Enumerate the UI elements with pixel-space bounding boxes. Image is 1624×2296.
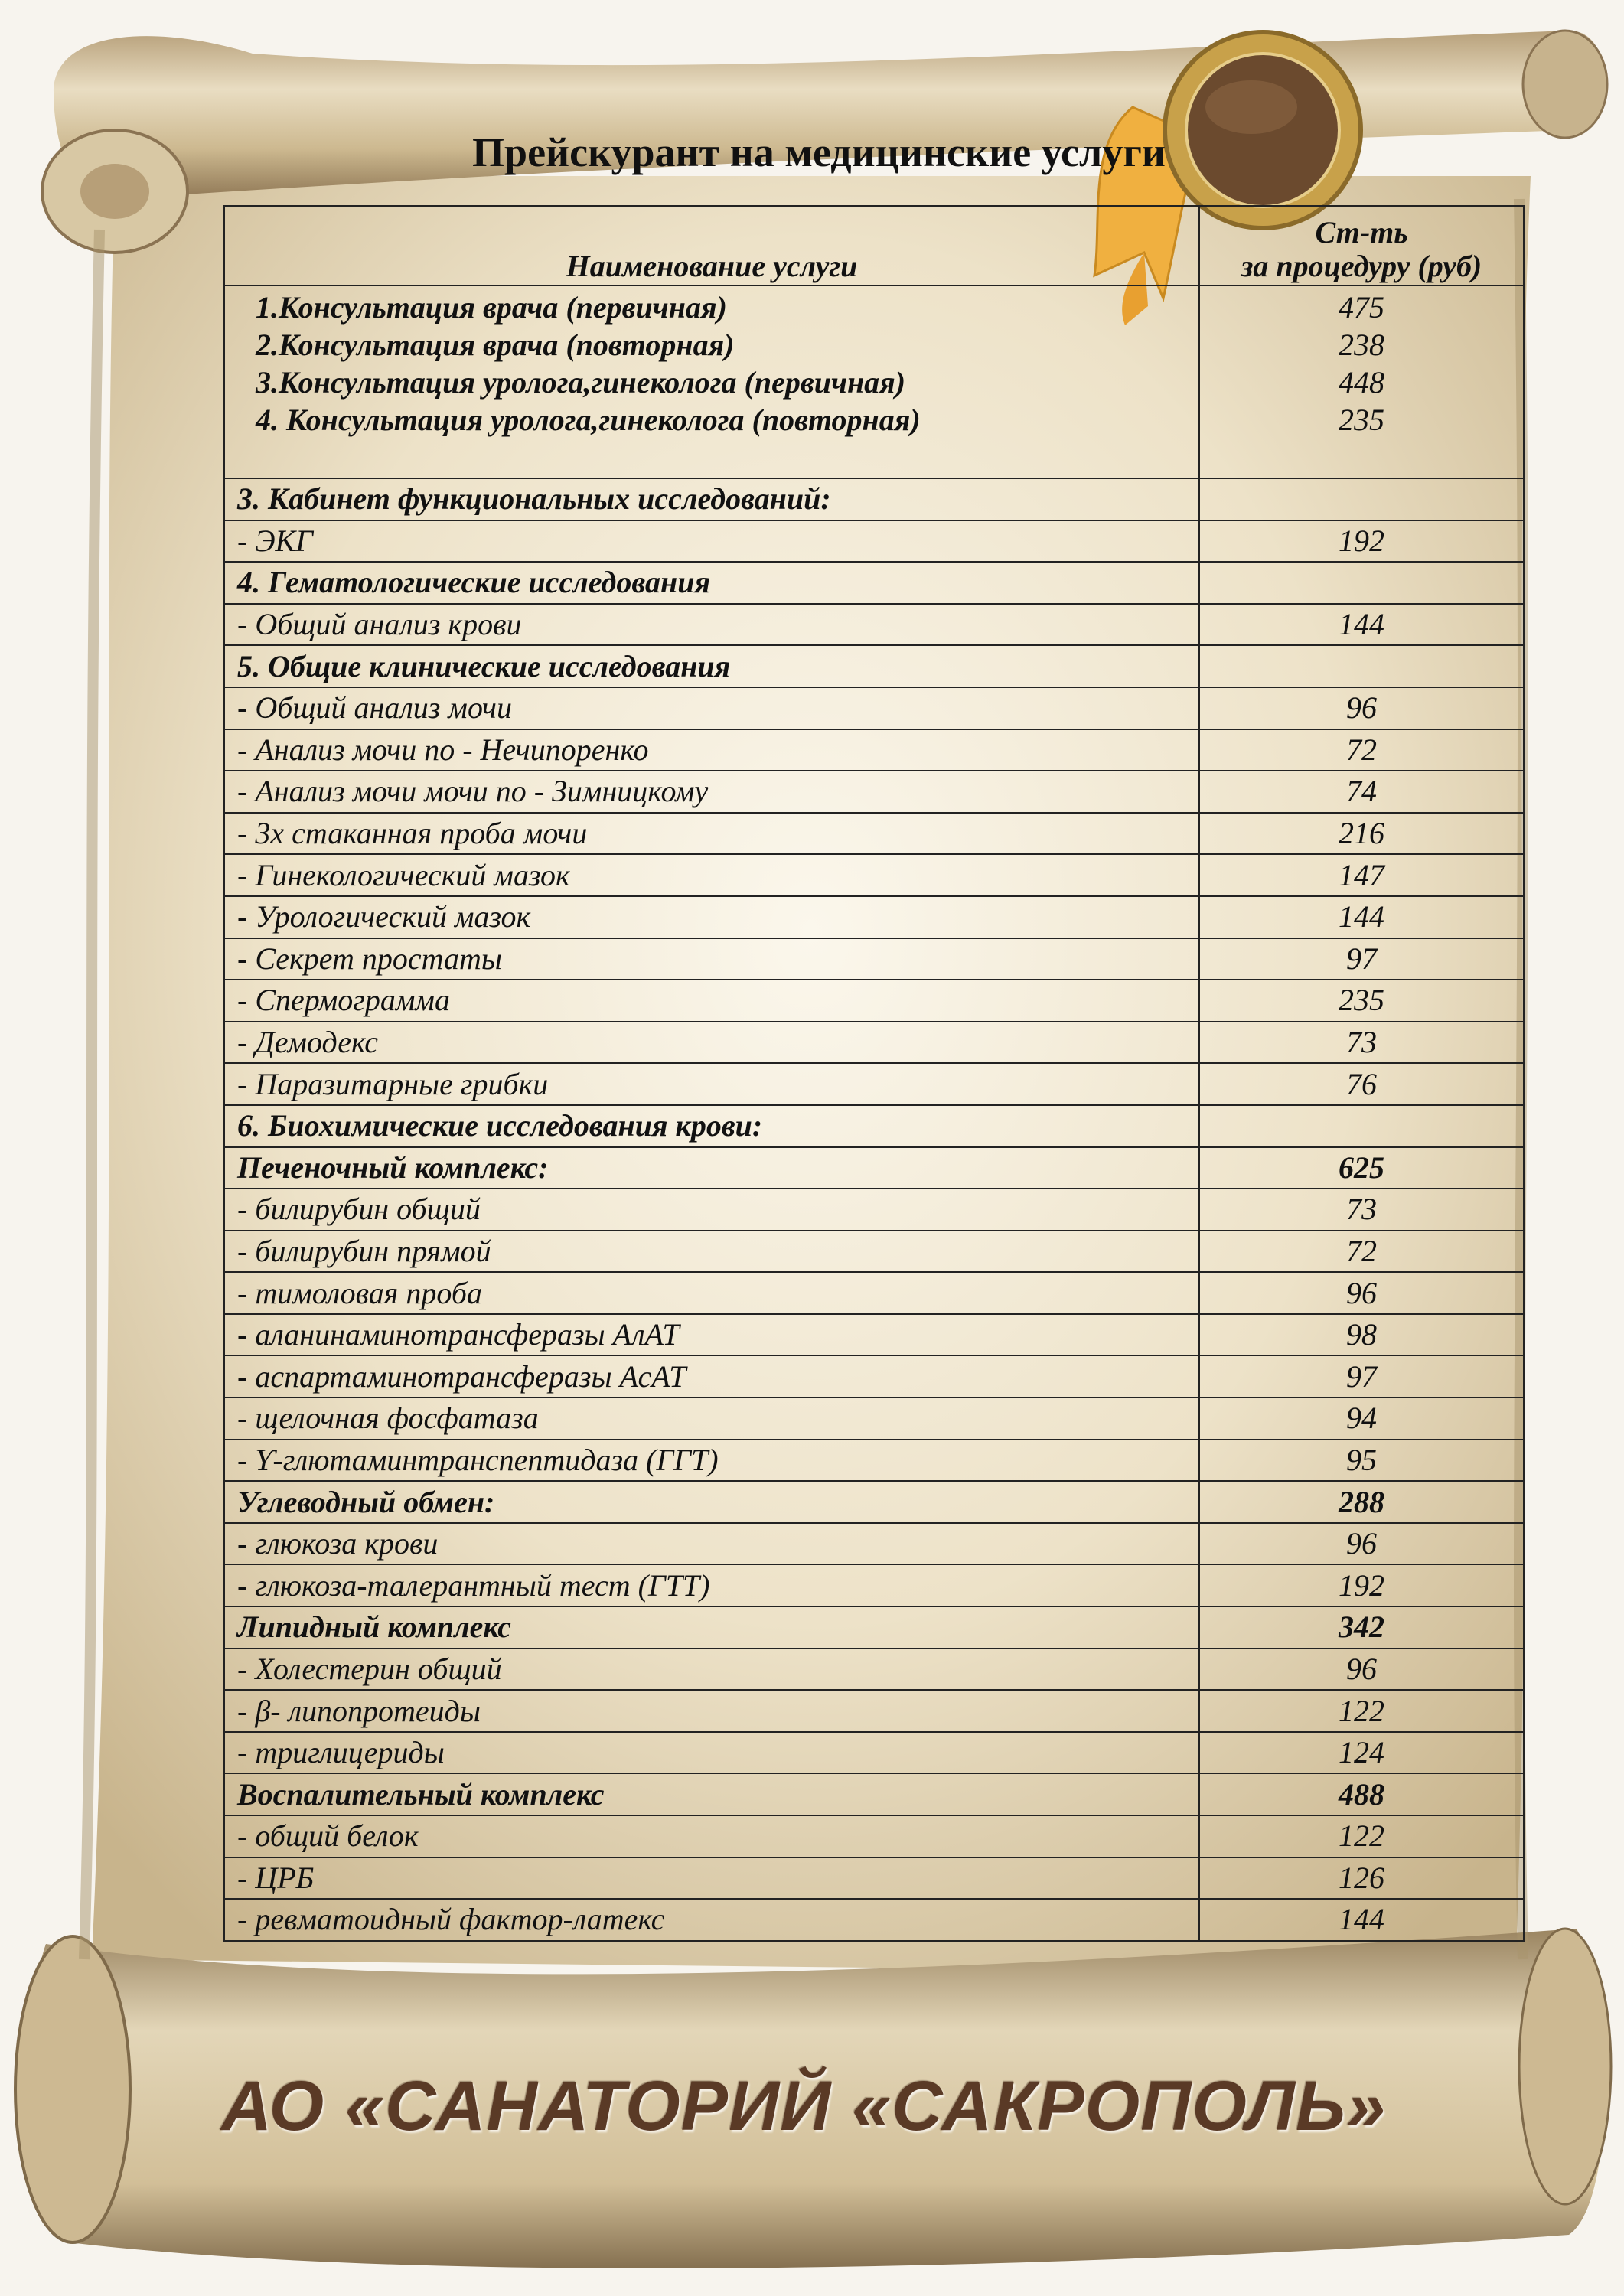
service-price: 76 (1199, 1063, 1524, 1105)
consultation-price: 448 (1339, 365, 1384, 400)
scroll-bottom-curl-left (15, 1936, 130, 2242)
service-price: 122 (1199, 1690, 1524, 1732)
consultation-price: 235 (1339, 403, 1384, 437)
service-price: 122 (1199, 1815, 1524, 1857)
service-name: - тимоловая проба (224, 1272, 1199, 1314)
table-row (224, 1857, 1524, 1900)
section-row (224, 1105, 1524, 1147)
service-price: 235 (1199, 980, 1524, 1022)
table-row (224, 813, 1524, 855)
group-row (224, 1147, 1524, 1189)
table-row (224, 1523, 1524, 1565)
header-service-name: Наименование услуги (224, 206, 1199, 285)
table-row (224, 604, 1524, 646)
service-price: 625 (1199, 1147, 1524, 1189)
service-price: 144 (1199, 1899, 1524, 1941)
table-row (224, 980, 1524, 1022)
table-row (224, 1022, 1524, 1064)
service-name: - глюкоза-талерантный тест (ГТТ) (224, 1564, 1199, 1606)
service-name: - щелочная фосфатаза (224, 1397, 1199, 1440)
scroll-top-curl-right (1523, 31, 1607, 138)
service-name: - аспартаминотрансферазы АсАТ (224, 1355, 1199, 1397)
service-name: - ревматоидный фактор-латекс (224, 1899, 1199, 1941)
service-price (1199, 1105, 1524, 1147)
service-name: - Ƴ-глютаминтранспептидаза (ГГТ) (224, 1440, 1199, 1482)
service-name: - аланинаминотрансферазы АлАТ (224, 1314, 1199, 1356)
table-row (224, 1899, 1524, 1941)
service-name: - 3х стаканная проба мочи (224, 813, 1199, 855)
section-row (224, 645, 1524, 687)
service-name: Печеночный комплекс: (224, 1147, 1199, 1189)
service-name: - билирубин прямой (224, 1231, 1199, 1273)
consultation-price: 475 (1339, 290, 1384, 325)
service-price: 216 (1199, 813, 1524, 855)
table-row (224, 729, 1524, 771)
service-name: - Холестерин общий (224, 1649, 1199, 1691)
service-price: 72 (1199, 1231, 1524, 1273)
service-name: - Анализ мочи мочи по - Зимницкому (224, 771, 1199, 813)
table-row (224, 771, 1524, 813)
service-name: - ЦРБ (224, 1857, 1199, 1900)
table-row (224, 1732, 1524, 1774)
service-price: 98 (1199, 1314, 1524, 1356)
table-row (224, 687, 1524, 729)
service-name: 4. Гематологические исследования (224, 562, 1199, 604)
service-name: - Паразитарные грибки (224, 1063, 1199, 1105)
service-price: 342 (1199, 1606, 1524, 1649)
table-row (224, 1397, 1524, 1440)
service-price: 97 (1199, 1355, 1524, 1397)
table-row (224, 1314, 1524, 1356)
header-price-line1: Ст-ть (1315, 215, 1408, 249)
table-row (224, 854, 1524, 896)
service-price: 96 (1199, 1272, 1524, 1314)
service-name: - Спермограмма (224, 980, 1199, 1022)
group-row (224, 1773, 1524, 1815)
consultation-price: 238 (1339, 328, 1384, 362)
service-name: - β- липопротеиды (224, 1690, 1199, 1732)
table-row (224, 1690, 1524, 1732)
price-table (223, 205, 1525, 1942)
table-header-row (224, 206, 1524, 285)
service-price: 95 (1199, 1440, 1524, 1482)
group-row (224, 1481, 1524, 1523)
table-row (224, 1440, 1524, 1482)
service-price: 97 (1199, 938, 1524, 980)
service-price: 96 (1199, 1649, 1524, 1691)
service-name: - глюкоза крови (224, 1523, 1199, 1565)
service-price: 96 (1199, 1523, 1524, 1565)
consultations-names (224, 285, 1199, 478)
page-title: Прейскурант на медицинские услуги (472, 129, 1166, 175)
section-row (224, 478, 1524, 520)
service-price: 96 (1199, 687, 1524, 729)
service-price: 144 (1199, 604, 1524, 646)
service-price: 147 (1199, 854, 1524, 896)
service-price (1199, 645, 1524, 687)
service-price: 124 (1199, 1732, 1524, 1774)
consultation-name: 3.Консультация уролога,гинеколога (первичная) (256, 365, 906, 400)
service-name: Углеводный обмен: (224, 1481, 1199, 1523)
service-name: Липидный комплекс (224, 1606, 1199, 1649)
consultations-prices (1199, 285, 1524, 478)
service-price: 73 (1199, 1022, 1524, 1064)
table-row (224, 520, 1524, 563)
consultation-name: 4. Консультация уролога,гинеколога (повторная) (256, 403, 921, 437)
service-price: 144 (1199, 896, 1524, 938)
service-name: - Общий анализ мочи (224, 687, 1199, 729)
table-row (224, 1355, 1524, 1397)
service-price: 73 (1199, 1189, 1524, 1231)
table-row (224, 1231, 1524, 1273)
table-row (224, 1564, 1524, 1606)
service-name: Воспалительный комплекс (224, 1773, 1199, 1815)
service-name: - Демодекс (224, 1022, 1199, 1064)
table-row (224, 1649, 1524, 1691)
table-row (224, 938, 1524, 980)
consultation-name: 2.Консультация врача (повторная) (256, 328, 735, 362)
service-price: 126 (1199, 1857, 1524, 1900)
service-price: 192 (1199, 520, 1524, 563)
table-row (224, 1063, 1524, 1105)
scroll-top-curl-left-inner (80, 164, 149, 219)
section-row (224, 562, 1524, 604)
service-name: - билирубин общий (224, 1189, 1199, 1231)
scroll-bottom-curl-right (1519, 1929, 1611, 2204)
consultation-name: 1.Консультация врача (первичная) (256, 290, 727, 325)
service-price (1199, 562, 1524, 604)
service-name: - Общий анализ крови (224, 604, 1199, 646)
service-name: - Гинекологический мазок (224, 854, 1199, 896)
service-name: - общий белок (224, 1815, 1199, 1857)
service-price: 192 (1199, 1564, 1524, 1606)
table-row (224, 1189, 1524, 1231)
service-name: - триглицериды (224, 1732, 1199, 1774)
header-price (1199, 206, 1524, 285)
service-price: 94 (1199, 1397, 1524, 1440)
service-name: 5. Общие клинические исследования (224, 645, 1199, 687)
service-name: - ЭКГ (224, 520, 1199, 563)
service-name: - Урологический мазок (224, 896, 1199, 938)
table-row (224, 896, 1524, 938)
table-row (224, 1272, 1524, 1314)
service-price: 488 (1199, 1773, 1524, 1815)
service-price: 288 (1199, 1481, 1524, 1523)
service-name: 3. Кабинет функциональных исследований: (224, 478, 1199, 520)
table-row (224, 1815, 1524, 1857)
service-name: - Анализ мочи по - Нечипоренко (224, 729, 1199, 771)
consultations-row (224, 285, 1524, 478)
service-price: 74 (1199, 771, 1524, 813)
service-name: - Секрет простаты (224, 938, 1199, 980)
service-name: 6. Биохимические исследования крови: (224, 1105, 1199, 1147)
service-price (1199, 478, 1524, 520)
header-price-line2: за процедуру (руб) (1241, 249, 1482, 283)
group-row (224, 1606, 1524, 1649)
organization-name: АО «САНАТОРИЙ «САКРОПОЛЬ» (220, 2067, 1387, 2145)
service-price: 72 (1199, 729, 1524, 771)
